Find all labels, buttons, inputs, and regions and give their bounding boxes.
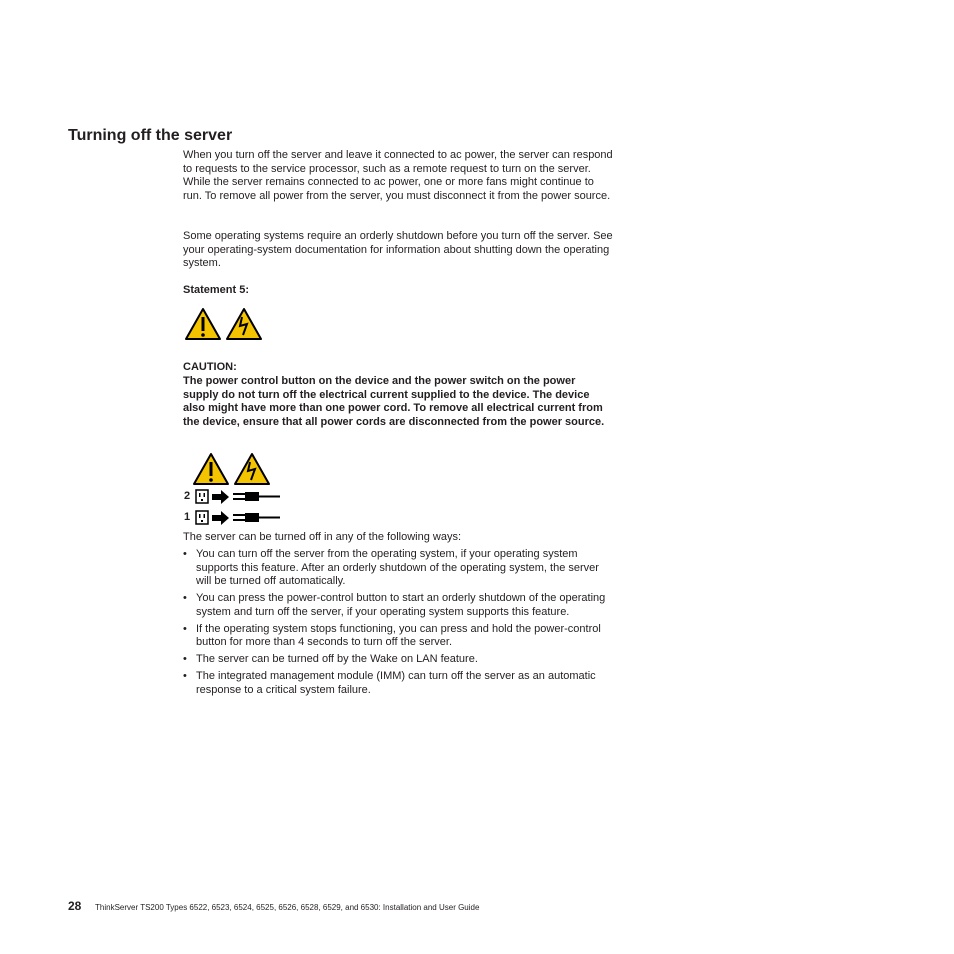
- outlet-icon: [196, 511, 208, 524]
- methods-list: [183, 548, 608, 701]
- power-plug-icon: [233, 492, 280, 501]
- outlet-icon: [196, 490, 208, 503]
- list-item: • The server can be turned off by the Wake on LAN feature.: [183, 653, 608, 667]
- paragraph-power: When you turn off the server and leave it connected to ac power, the server can respond to requests to the service processor, such as a remote request to turn on the server. While the server remains connected to ac power, one or more fans might continue to run. To remove all power from the server, you must disconnect it from the power source.: [183, 149, 613, 202]
- caution-text: The power control button on the device and the power switch on the power supply do not turn off the electrical current supplied to the device. The device also might have more than one power cord. To remove all electrical current from the device, ensure that all power cords are disconnected from the power source.: [183, 375, 605, 428]
- warning-icons: [185, 307, 263, 341]
- power-plug-icon: [233, 513, 280, 522]
- power-cord-diagram: [195, 488, 285, 528]
- exclamation-warning-icon: [186, 309, 220, 339]
- arrow-icon: [212, 511, 229, 525]
- methods-intro: The server can be turned off in any of the following ways:: [183, 531, 462, 543]
- footer-title: ThinkServer TS200 Types 6522, 6523, 6524, 6525, 6526, 6528, 6529, and 6530: Installation and User Guide: [95, 903, 480, 912]
- electrical-hazard-icon: [227, 309, 261, 339]
- arrow-icon: [212, 490, 229, 504]
- paragraph-shutdown: Some operating systems require an orderly shutdown before you turn off the server. See your operating-system documentation for information about shutting down the operating system.: [183, 230, 613, 269]
- statement-label: Statement 5:: [183, 284, 250, 296]
- list-item: • You can turn off the server from the operating system, if your operating system supports this feature. After an orderly shutdown of the operating system, the server will be turned off automatically.: [183, 548, 608, 589]
- plug-label-1: 1: [184, 511, 191, 523]
- electrical-hazard-icon: [235, 454, 269, 484]
- caution-label: CAUTION:: [183, 361, 237, 373]
- warning-icons-2: [193, 452, 271, 486]
- section-heading: Turning off the server: [68, 127, 233, 144]
- list-item: • The integrated management module (IMM) can turn off the server as an automatic response to a critical system failure.: [183, 670, 608, 697]
- plug-label-2: 2: [184, 490, 191, 502]
- page-number: 28: [68, 899, 82, 913]
- list-item: • If the operating system stops functioning, you can press and hold the power-control button for more than 4 seconds to turn off the server.: [183, 623, 608, 650]
- list-item: • You can press the power-control button to start an orderly shutdown of the operating system and turn off the server, if your operating system supports this feature.: [183, 592, 608, 619]
- exclamation-warning-icon: [194, 454, 228, 484]
